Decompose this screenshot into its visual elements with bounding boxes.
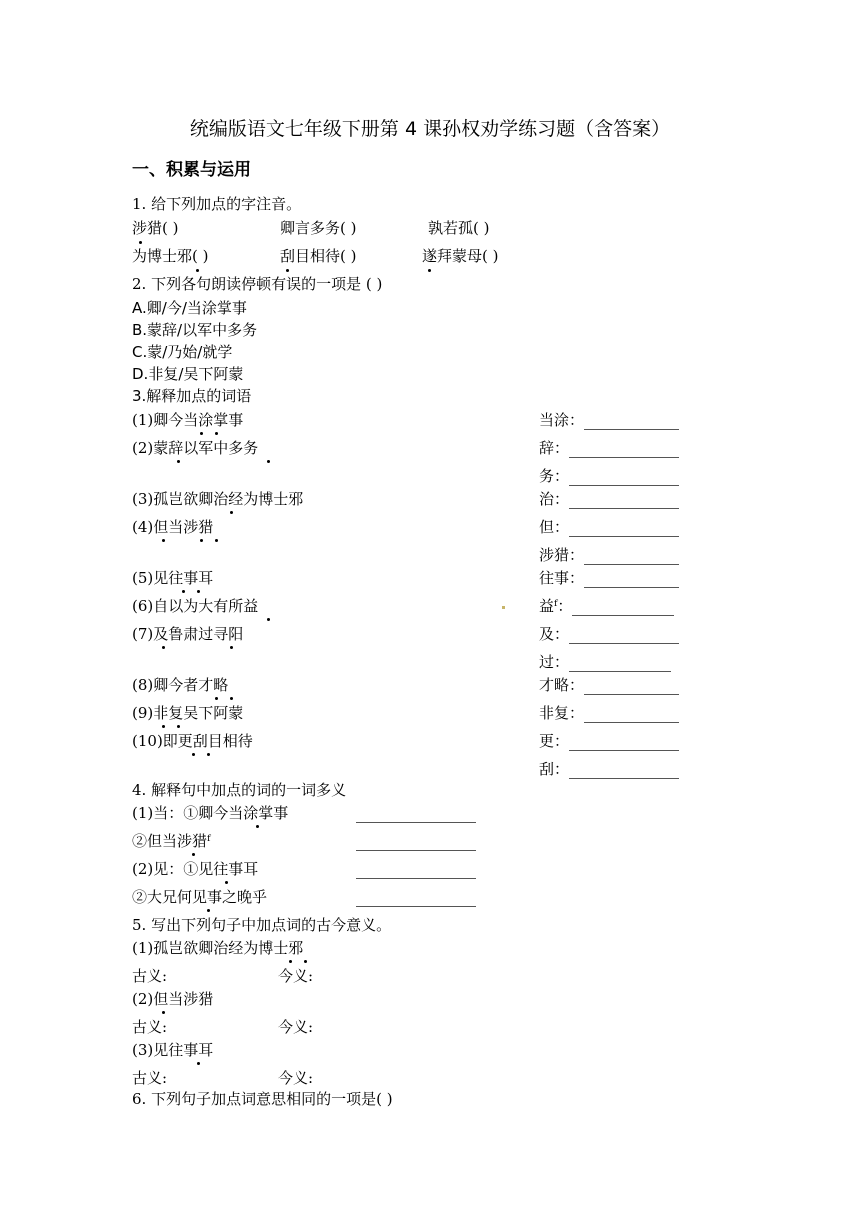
answer-blank[interactable] <box>569 629 679 644</box>
q1-stem: 1. 给下列加点的字注音。 <box>132 195 302 213</box>
emphasis-dot <box>230 697 233 700</box>
emphasis-dot <box>215 432 218 435</box>
q3-sentence: (4)但当涉猎 <box>132 518 214 536</box>
emphasis-dot <box>304 960 307 963</box>
answer-label: 当涂： <box>539 411 585 429</box>
emphasis-dot <box>192 753 195 756</box>
answer-blank[interactable] <box>356 808 476 823</box>
emphasis-dot <box>200 432 203 435</box>
q3-sentence: (1)卿今当涂掌事 <box>132 411 244 429</box>
answer-label: 益ᶠ： <box>539 597 573 615</box>
answer-row <box>539 545 679 565</box>
emphasis-dot <box>207 909 210 912</box>
modern-meaning-label: 今义: <box>278 967 314 985</box>
emphasis-dot <box>267 460 270 463</box>
emphasis-dot <box>177 460 180 463</box>
emphasis-dot <box>200 539 203 542</box>
q3-sentence: (9)非复吴下阿蒙 <box>132 704 244 722</box>
answer-blank[interactable] <box>569 764 679 779</box>
answer-blank[interactable] <box>356 864 476 879</box>
q1-item: 刮目相待( ) <box>280 247 357 265</box>
answer-blank[interactable] <box>584 415 679 430</box>
emphasis-dot <box>197 1062 200 1065</box>
ancient-meaning-label: 古义: <box>132 1018 168 1036</box>
q3-sentence: (7)及鲁肃过寻阳 <box>132 625 244 643</box>
q3-sentence: (5)见往事耳 <box>132 569 214 587</box>
answer-blank[interactable] <box>584 708 679 723</box>
answer-label: 过： <box>539 653 570 671</box>
answer-row <box>539 410 679 430</box>
answer-label: 往事： <box>539 569 585 587</box>
emphasis-dot <box>139 241 142 244</box>
emphasis-dot <box>286 269 289 272</box>
answer-blank[interactable] <box>584 680 679 695</box>
answer-row <box>539 438 679 458</box>
q5-sentence: (1)孤岂欲卿治经为博士邪 <box>132 939 304 957</box>
q3-sentence: (3)孤岂欲卿治经为博士邪 <box>132 490 304 508</box>
answer-blank[interactable] <box>356 836 476 851</box>
page-title: 统编版语文七年级下册第 4 课孙权劝学练习题（含答案） <box>189 118 671 140</box>
answer-blank[interactable] <box>569 494 679 509</box>
q1-item: 卿言多务( ) <box>280 219 357 237</box>
answer-row <box>539 568 679 588</box>
q3-sentence: (6)自以为大有所益 <box>132 597 259 615</box>
answer-blank[interactable] <box>572 601 674 616</box>
answer-row <box>539 675 679 695</box>
emphasis-dot <box>162 539 165 542</box>
q3-stem: 3.解释加点的词语 <box>132 387 252 405</box>
ancient-meaning-label: 古义: <box>132 967 168 985</box>
emphasis-dot <box>197 590 200 593</box>
q1-item: 遂拜蒙母( ) <box>422 247 499 265</box>
answer-label: 但： <box>539 518 570 536</box>
emphasis-dot <box>225 881 228 884</box>
answer-blank[interactable] <box>569 522 679 537</box>
answer-label: 刮： <box>539 760 570 778</box>
answer-blank[interactable] <box>356 892 476 907</box>
answer-row <box>539 759 679 779</box>
q3-sentence: (10)即更刮目相待 <box>132 732 253 750</box>
q5-stem: 5. 写出下列句子中加点词的古今意义。 <box>132 916 392 934</box>
q2-option: D.非复/吴下阿蒙 <box>132 365 244 383</box>
modern-meaning-label: 今义: <box>278 1069 314 1087</box>
answer-blank[interactable] <box>569 443 679 458</box>
answer-label: 治： <box>539 490 570 508</box>
answer-label: 更： <box>539 732 570 750</box>
emphasis-dot <box>215 539 218 542</box>
emphasis-dot <box>215 697 218 700</box>
answer-row <box>539 517 679 537</box>
q3-sentence: (2)蒙辞以军中多务 <box>132 439 259 457</box>
q1-item: 孰若孤( ) <box>428 219 490 237</box>
stray-mark <box>502 606 505 609</box>
emphasis-dot <box>256 825 259 828</box>
emphasis-dot <box>289 960 292 963</box>
emphasis-dot <box>207 753 210 756</box>
answer-row <box>539 731 679 751</box>
answer-row <box>539 489 679 509</box>
q4-line: ②但当涉猎ᶠ <box>132 832 211 850</box>
emphasis-dot <box>182 590 185 593</box>
emphasis-dot <box>162 725 165 728</box>
q4-line: (1)当：①卿今当涂掌事 <box>132 804 289 822</box>
q4-stem: 4. 解释句中加点的词的一词多义 <box>132 781 347 799</box>
answer-label: 及： <box>539 625 570 643</box>
answer-row <box>539 624 679 644</box>
ancient-meaning-label: 古义: <box>132 1069 168 1087</box>
answer-label: 涉猎： <box>539 546 585 564</box>
answer-label: 非复： <box>539 704 585 722</box>
emphasis-dot <box>162 1011 165 1014</box>
q6-stem: 6. 下列句子加点词意思相同的一项是( ) <box>132 1090 393 1108</box>
q2-stem: 2. 下列各句朗读停顿有误的一项是 ( ) <box>132 275 383 293</box>
emphasis-dot <box>196 269 199 272</box>
q4-line: (2)见：①见往事耳 <box>132 860 259 878</box>
modern-meaning-label: 今义: <box>278 1018 314 1036</box>
emphasis-dot <box>267 618 270 621</box>
answer-row <box>539 596 674 616</box>
answer-blank[interactable] <box>569 657 671 672</box>
emphasis-dot <box>230 646 233 649</box>
answer-blank[interactable] <box>584 550 679 565</box>
answer-row <box>539 652 671 672</box>
answer-label: 辞： <box>539 439 570 457</box>
answer-blank[interactable] <box>569 736 679 751</box>
q2-option: A.卿/今/当涂掌事 <box>132 299 247 317</box>
q5-sentence: (3)见往事耳 <box>132 1041 214 1059</box>
emphasis-dot <box>230 511 233 514</box>
answer-label: 务： <box>539 467 570 485</box>
answer-row <box>539 466 679 486</box>
emphasis-dot <box>192 853 195 856</box>
q1-item: 为博士邪( ) <box>132 247 209 265</box>
answer-blank[interactable] <box>584 573 679 588</box>
q2-option: B.蒙辞/以军中多务 <box>132 321 258 339</box>
q1-item: 涉猎( ) <box>132 219 179 237</box>
q3-sentence: (8)卿今者才略 <box>132 676 229 694</box>
emphasis-dot <box>428 269 431 272</box>
section-heading: 一、积累与运用 <box>132 160 251 180</box>
answer-blank[interactable] <box>569 471 679 486</box>
q4-line: ②大兄何见事之晚乎 <box>132 888 268 906</box>
answer-row <box>539 703 679 723</box>
emphasis-dot <box>177 725 180 728</box>
q5-sentence: (2)但当涉猎 <box>132 990 214 1008</box>
answer-label: 才略： <box>539 676 585 694</box>
q2-option: C.蒙/乃始/就学 <box>132 343 233 361</box>
emphasis-dot <box>162 646 165 649</box>
